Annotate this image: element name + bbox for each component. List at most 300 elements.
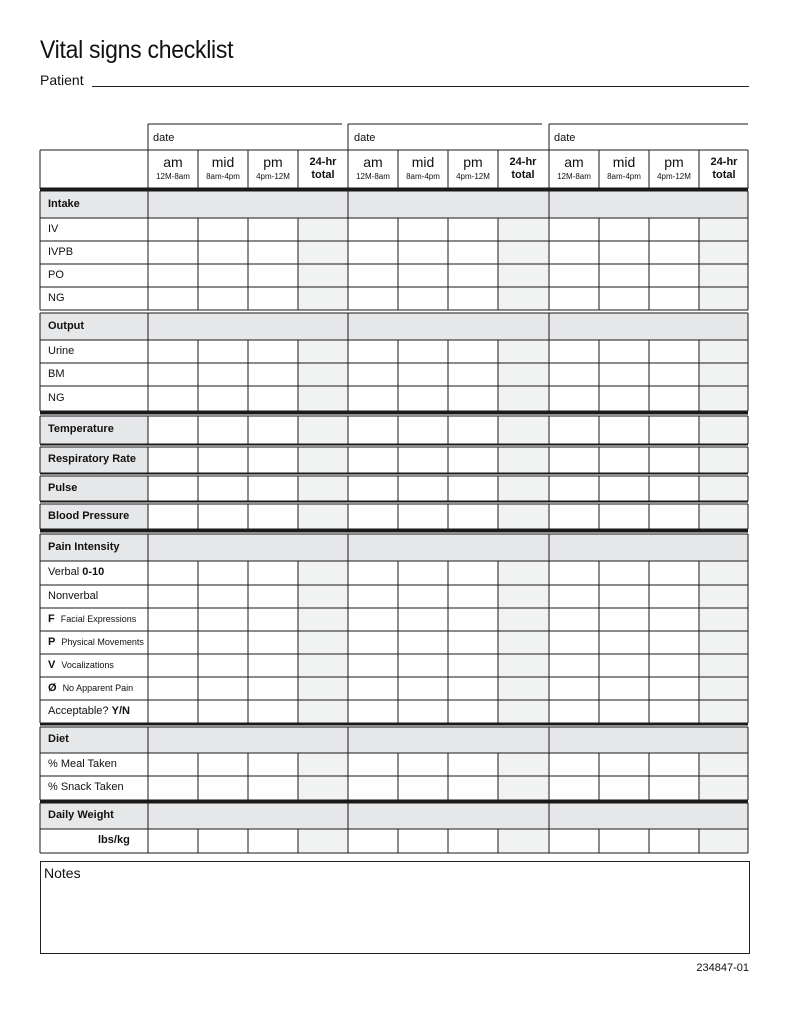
entry-cell[interactable] — [549, 218, 599, 241]
entry-cell[interactable] — [448, 561, 498, 585]
row-label-intake — [48, 224, 58, 235]
entry-cell[interactable] — [298, 241, 348, 264]
entry-cell[interactable] — [148, 363, 198, 386]
entry-cell[interactable] — [599, 363, 649, 386]
entry-cell[interactable] — [498, 416, 549, 444]
entry-cell[interactable] — [649, 241, 699, 264]
entry-cell[interactable] — [448, 218, 498, 241]
entry-cell[interactable] — [549, 386, 599, 411]
entry-cell[interactable] — [498, 677, 549, 700]
entry-cell[interactable] — [198, 416, 248, 444]
entry-cell[interactable] — [348, 585, 398, 608]
entry-cell[interactable] — [248, 363, 298, 386]
shift-label: am — [564, 154, 584, 170]
entry-cell[interactable] — [649, 608, 699, 631]
entry-cell[interactable] — [148, 476, 198, 501]
section-title: Daily Weight — [48, 809, 114, 821]
entry-cell[interactable] — [448, 363, 498, 386]
entry-cell[interactable] — [498, 654, 549, 677]
entry-cell[interactable] — [649, 561, 699, 585]
entry-cell[interactable] — [448, 753, 498, 776]
entry-cell[interactable] — [599, 386, 649, 411]
pain-descriptor: No Apparent Pain — [62, 683, 134, 693]
entry-cell[interactable] — [448, 677, 498, 700]
entry-cell[interactable] — [498, 476, 549, 501]
entry-cell[interactable] — [599, 753, 649, 776]
section-header-weight — [48, 810, 114, 821]
entry-cell[interactable] — [699, 241, 748, 264]
entry-cell[interactable] — [398, 287, 448, 310]
entry-cell[interactable] — [148, 241, 198, 264]
entry-cell[interactable] — [599, 608, 649, 631]
entry-cell[interactable] — [348, 476, 398, 501]
entry-cell[interactable] — [448, 631, 498, 654]
entry-cell[interactable] — [549, 241, 599, 264]
entry-cell[interactable] — [599, 287, 649, 310]
entry-cell[interactable] — [599, 504, 649, 529]
entry-cell[interactable] — [398, 218, 448, 241]
entry-cell[interactable] — [398, 585, 448, 608]
entry-cell[interactable] — [448, 447, 498, 473]
date-label-2: date — [354, 132, 376, 144]
entry-cell[interactable] — [398, 264, 448, 287]
entry-cell[interactable] — [398, 608, 448, 631]
entry-cell[interactable] — [549, 340, 599, 363]
total-label-line2: total — [712, 169, 736, 181]
entry-cell[interactable] — [649, 504, 699, 529]
entry-cell[interactable] — [298, 504, 348, 529]
entry-cell[interactable] — [298, 753, 348, 776]
section-title: Output — [48, 320, 85, 332]
entry-cell[interactable] — [198, 218, 248, 241]
entry-cell[interactable] — [398, 416, 448, 444]
entry-cell[interactable] — [448, 776, 498, 800]
weight-unit: lbs/kg — [98, 834, 130, 846]
entry-cell[interactable] — [448, 504, 498, 529]
entry-cell[interactable] — [498, 585, 549, 608]
entry-cell[interactable] — [398, 700, 448, 723]
entry-cell[interactable] — [549, 585, 599, 608]
entry-cell[interactable] — [348, 631, 398, 654]
entry-cell[interactable] — [298, 631, 348, 654]
entry-cell[interactable] — [198, 363, 248, 386]
entry-cell[interactable] — [348, 829, 398, 853]
entry-cell[interactable] — [649, 416, 699, 444]
section-band — [40, 191, 748, 218]
entry-cell[interactable] — [148, 561, 198, 585]
entry-cell[interactable] — [298, 561, 348, 585]
entry-cell[interactable] — [248, 504, 298, 529]
entry-cell[interactable] — [148, 287, 198, 310]
entry-cell[interactable] — [599, 416, 649, 444]
entry-cell[interactable] — [649, 476, 699, 501]
entry-cell[interactable] — [649, 264, 699, 287]
entry-cell[interactable] — [448, 829, 498, 853]
entry-cell[interactable] — [398, 561, 448, 585]
entry-cell[interactable] — [599, 776, 649, 800]
entry-cell[interactable] — [398, 386, 448, 411]
entry-cell[interactable] — [448, 476, 498, 501]
entry-cell[interactable] — [448, 700, 498, 723]
entry-cell[interactable] — [298, 287, 348, 310]
total-label-line1: 24-hr — [710, 156, 738, 168]
entry-cell[interactable] — [248, 476, 298, 501]
entry-cell[interactable] — [699, 700, 748, 723]
verbal-scale: 0-10 — [82, 566, 105, 578]
entry-cell[interactable] — [248, 631, 298, 654]
entry-cell[interactable] — [549, 561, 599, 585]
entry-cell[interactable] — [298, 363, 348, 386]
entry-cell[interactable] — [348, 608, 398, 631]
row-label-acceptable — [48, 706, 130, 717]
section-header-pain — [48, 542, 120, 553]
entry-cell[interactable] — [348, 340, 398, 363]
entry-cell[interactable] — [649, 654, 699, 677]
entry-cell[interactable] — [599, 654, 649, 677]
entry-cell[interactable] — [649, 631, 699, 654]
entry-cell[interactable] — [398, 504, 448, 529]
entry-cell[interactable] — [498, 287, 549, 310]
entry-cell[interactable] — [699, 654, 748, 677]
row-label-weight-unit — [98, 835, 130, 846]
date-label-3: date — [554, 132, 576, 144]
entry-cell[interactable] — [549, 363, 599, 386]
entry-cell[interactable] — [298, 776, 348, 800]
entry-cell[interactable] — [549, 504, 599, 529]
entry-cell[interactable] — [448, 241, 498, 264]
entry-cell[interactable] — [448, 386, 498, 411]
entry-cell[interactable] — [148, 753, 198, 776]
entry-cell[interactable] — [248, 654, 298, 677]
entry-cell[interactable] — [398, 476, 448, 501]
entry-cell[interactable] — [699, 340, 748, 363]
entry-cell[interactable] — [348, 447, 398, 473]
entry-cell[interactable] — [549, 700, 599, 723]
entry-cell[interactable] — [498, 386, 549, 411]
row-label: IV — [48, 223, 59, 235]
entry-cell[interactable] — [248, 753, 298, 776]
shift-hours: 8am-4pm — [406, 172, 440, 181]
entry-cell[interactable] — [498, 631, 549, 654]
section-title: Diet — [48, 733, 69, 745]
entry-cell[interactable] — [198, 504, 248, 529]
entry-cell[interactable] — [348, 264, 398, 287]
entry-cell[interactable] — [148, 829, 198, 853]
entry-cell[interactable] — [699, 504, 748, 529]
entry-cell[interactable] — [699, 608, 748, 631]
entry-cell[interactable] — [298, 608, 348, 631]
entry-cell[interactable] — [599, 585, 649, 608]
entry-cell[interactable] — [549, 476, 599, 501]
entry-cell[interactable] — [198, 753, 248, 776]
row-label: BM — [48, 368, 65, 380]
section-band — [40, 534, 748, 561]
entry-cell[interactable] — [498, 447, 549, 473]
entry-cell[interactable] — [198, 264, 248, 287]
entry-cell[interactable] — [348, 363, 398, 386]
entry-cell[interactable] — [348, 416, 398, 444]
row-label-output — [48, 393, 65, 404]
entry-cell[interactable] — [649, 386, 699, 411]
entry-cell[interactable] — [498, 504, 549, 529]
entry-cell[interactable] — [699, 447, 748, 473]
entry-cell[interactable] — [148, 416, 198, 444]
section-title: Intake — [48, 198, 80, 210]
entry-cell[interactable] — [298, 700, 348, 723]
entry-cell[interactable] — [198, 677, 248, 700]
pain-letter: F — [48, 613, 55, 625]
entry-cell[interactable] — [298, 340, 348, 363]
row-label-pain-p — [48, 637, 144, 648]
entry-cell[interactable] — [198, 654, 248, 677]
entry-cell[interactable] — [549, 264, 599, 287]
entry-cell[interactable] — [699, 753, 748, 776]
entry-cell[interactable] — [599, 829, 649, 853]
entry-cell[interactable] — [649, 218, 699, 241]
entry-cell[interactable] — [248, 340, 298, 363]
entry-cell[interactable] — [198, 776, 248, 800]
entry-cell[interactable] — [298, 476, 348, 501]
entry-cell[interactable] — [649, 776, 699, 800]
entry-cell[interactable] — [148, 585, 198, 608]
row-label: Verbal — [48, 566, 80, 578]
page-title: Vital signs checklist — [40, 36, 234, 64]
entry-cell[interactable] — [549, 654, 599, 677]
entry-cell[interactable] — [248, 447, 298, 473]
entry-cell[interactable] — [498, 829, 549, 853]
entry-cell[interactable] — [248, 608, 298, 631]
entry-cell[interactable] — [498, 218, 549, 241]
entry-cell[interactable] — [498, 340, 549, 363]
entry-cell[interactable] — [198, 585, 248, 608]
entry-cell[interactable] — [398, 447, 448, 473]
entry-cell[interactable] — [398, 340, 448, 363]
entry-cell[interactable] — [549, 416, 599, 444]
entry-cell[interactable] — [398, 829, 448, 853]
entry-cell[interactable] — [198, 340, 248, 363]
entry-cell[interactable] — [549, 447, 599, 473]
entry-cell[interactable] — [248, 776, 298, 800]
entry-cell[interactable] — [298, 654, 348, 677]
entry-cell[interactable] — [348, 287, 398, 310]
entry-cell[interactable] — [298, 585, 348, 608]
pain-descriptor: Facial Expressions — [60, 614, 137, 624]
entry-cell[interactable] — [348, 386, 398, 411]
entry-cell[interactable] — [599, 561, 649, 585]
shift-hours: 12M-8am — [156, 172, 190, 181]
entry-cell[interactable] — [398, 654, 448, 677]
entry-cell[interactable] — [649, 585, 699, 608]
entry-cell[interactable] — [298, 264, 348, 287]
entry-cell[interactable] — [348, 753, 398, 776]
entry-cell[interactable] — [649, 700, 699, 723]
entry-cell[interactable] — [198, 476, 248, 501]
row-label-intake — [48, 247, 73, 258]
entry-cell[interactable] — [298, 447, 348, 473]
entry-cell[interactable] — [448, 608, 498, 631]
entry-cell[interactable] — [649, 363, 699, 386]
entry-cell[interactable] — [649, 677, 699, 700]
shift-label: mid — [612, 154, 636, 170]
notes-field[interactable] — [40, 861, 750, 954]
entry-cell[interactable] — [198, 241, 248, 264]
entry-cell[interactable] — [148, 340, 198, 363]
entry-cell[interactable] — [198, 829, 248, 853]
entry-cell[interactable] — [649, 447, 699, 473]
entry-cell[interactable] — [248, 386, 298, 411]
entry-cell[interactable] — [448, 264, 498, 287]
entry-cell[interactable] — [248, 264, 298, 287]
form-number: 234847-01 — [696, 962, 749, 974]
entry-cell[interactable] — [699, 585, 748, 608]
total-label-line2: total — [511, 169, 535, 181]
entry-cell[interactable] — [148, 700, 198, 723]
entry-cell[interactable] — [649, 340, 699, 363]
entry-cell[interactable] — [599, 340, 649, 363]
entry-cell[interactable] — [599, 264, 649, 287]
entry-cell[interactable] — [649, 753, 699, 776]
entry-cell[interactable] — [398, 776, 448, 800]
entry-cell[interactable] — [198, 386, 248, 411]
entry-cell[interactable] — [348, 561, 398, 585]
entry-cell[interactable] — [448, 340, 498, 363]
entry-cell[interactable] — [248, 585, 298, 608]
entry-cell[interactable] — [699, 476, 748, 501]
total-label-line1: 24-hr — [509, 156, 537, 168]
entry-cell[interactable] — [248, 218, 298, 241]
yn-label: Y/N — [111, 705, 130, 717]
entry-cell[interactable] — [549, 287, 599, 310]
entry-cell[interactable] — [198, 700, 248, 723]
entry-cell[interactable] — [549, 631, 599, 654]
entry-cell[interactable] — [198, 631, 248, 654]
entry-cell[interactable] — [448, 287, 498, 310]
row-label: NG — [48, 292, 65, 304]
entry-cell[interactable] — [298, 386, 348, 411]
entry-cell[interactable] — [148, 608, 198, 631]
entry-cell[interactable] — [649, 829, 699, 853]
entry-cell[interactable] — [348, 677, 398, 700]
entry-cell[interactable] — [298, 416, 348, 444]
shift-hours: 12M-8am — [356, 172, 390, 181]
entry-cell[interactable] — [298, 829, 348, 853]
entry-cell[interactable] — [398, 241, 448, 264]
entry-cell[interactable] — [398, 631, 448, 654]
entry-cell[interactable] — [298, 218, 348, 241]
row-label: PO — [48, 269, 64, 281]
entry-cell[interactable] — [248, 416, 298, 444]
entry-cell[interactable] — [148, 654, 198, 677]
entry-cell[interactable] — [148, 386, 198, 411]
row-label-pain-v — [48, 660, 114, 671]
entry-cell[interactable] — [549, 829, 599, 853]
entry-cell[interactable] — [398, 753, 448, 776]
entry-cell[interactable] — [198, 608, 248, 631]
entry-cell[interactable] — [448, 654, 498, 677]
entry-cell[interactable] — [699, 363, 748, 386]
entry-cell[interactable] — [498, 776, 549, 800]
entry-cell[interactable] — [148, 677, 198, 700]
entry-cell[interactable] — [248, 241, 298, 264]
entry-cell[interactable] — [699, 561, 748, 585]
entry-cell[interactable] — [699, 386, 748, 411]
entry-cell[interactable] — [599, 631, 649, 654]
entry-cell[interactable] — [498, 608, 549, 631]
entry-cell[interactable] — [599, 700, 649, 723]
entry-cell[interactable] — [148, 776, 198, 800]
entry-cell[interactable] — [498, 363, 549, 386]
shift-label: pm — [664, 154, 684, 170]
entry-cell[interactable] — [148, 264, 198, 287]
entry-cell[interactable] — [599, 218, 649, 241]
entry-cell[interactable] — [198, 447, 248, 473]
entry-cell[interactable] — [348, 776, 398, 800]
entry-cell[interactable] — [448, 585, 498, 608]
entry-cell[interactable] — [148, 447, 198, 473]
entry-cell[interactable] — [699, 218, 748, 241]
entry-cell[interactable] — [348, 218, 398, 241]
section-header-output — [48, 321, 84, 332]
entry-cell[interactable] — [699, 631, 748, 654]
vital-label: Blood Pressure — [48, 510, 130, 522]
entry-cell[interactable] — [248, 677, 298, 700]
entry-cell[interactable] — [298, 677, 348, 700]
entry-cell[interactable] — [248, 561, 298, 585]
entry-cell[interactable] — [549, 608, 599, 631]
row-label: Urine — [48, 345, 75, 357]
entry-cell[interactable] — [549, 776, 599, 800]
entry-cell[interactable] — [549, 753, 599, 776]
entry-cell[interactable] — [198, 287, 248, 310]
entry-cell[interactable] — [198, 561, 248, 585]
entry-cell[interactable] — [699, 264, 748, 287]
entry-cell[interactable] — [699, 829, 748, 853]
patient-label: Patient — [40, 72, 84, 88]
entry-cell[interactable] — [498, 264, 549, 287]
entry-cell[interactable] — [649, 287, 699, 310]
entry-cell[interactable] — [498, 700, 549, 723]
entry-cell[interactable] — [599, 241, 649, 264]
entry-cell[interactable] — [148, 504, 198, 529]
entry-cell[interactable] — [498, 561, 549, 585]
entry-cell[interactable] — [398, 677, 448, 700]
entry-cell[interactable] — [599, 447, 649, 473]
entry-cell[interactable] — [398, 363, 448, 386]
entry-cell[interactable] — [549, 677, 599, 700]
entry-cell[interactable] — [148, 218, 198, 241]
entry-cell[interactable] — [348, 654, 398, 677]
entry-cell[interactable] — [348, 241, 398, 264]
entry-cell[interactable] — [248, 829, 298, 853]
entry-cell[interactable] — [498, 241, 549, 264]
entry-cell[interactable] — [599, 476, 649, 501]
entry-cell[interactable] — [699, 776, 748, 800]
entry-cell[interactable] — [248, 287, 298, 310]
entry-cell[interactable] — [448, 416, 498, 444]
entry-cell[interactable] — [348, 504, 398, 529]
notes-label: Notes — [44, 865, 81, 881]
entry-cell[interactable] — [699, 416, 748, 444]
entry-cell[interactable] — [148, 631, 198, 654]
row-label: NG — [48, 392, 65, 404]
entry-cell[interactable] — [498, 753, 549, 776]
entry-cell[interactable] — [599, 677, 649, 700]
entry-cell[interactable] — [248, 700, 298, 723]
entry-cell[interactable] — [348, 700, 398, 723]
vital-label: Respiratory Rate — [48, 453, 137, 465]
entry-cell[interactable] — [699, 677, 748, 700]
entry-cell[interactable] — [699, 287, 748, 310]
